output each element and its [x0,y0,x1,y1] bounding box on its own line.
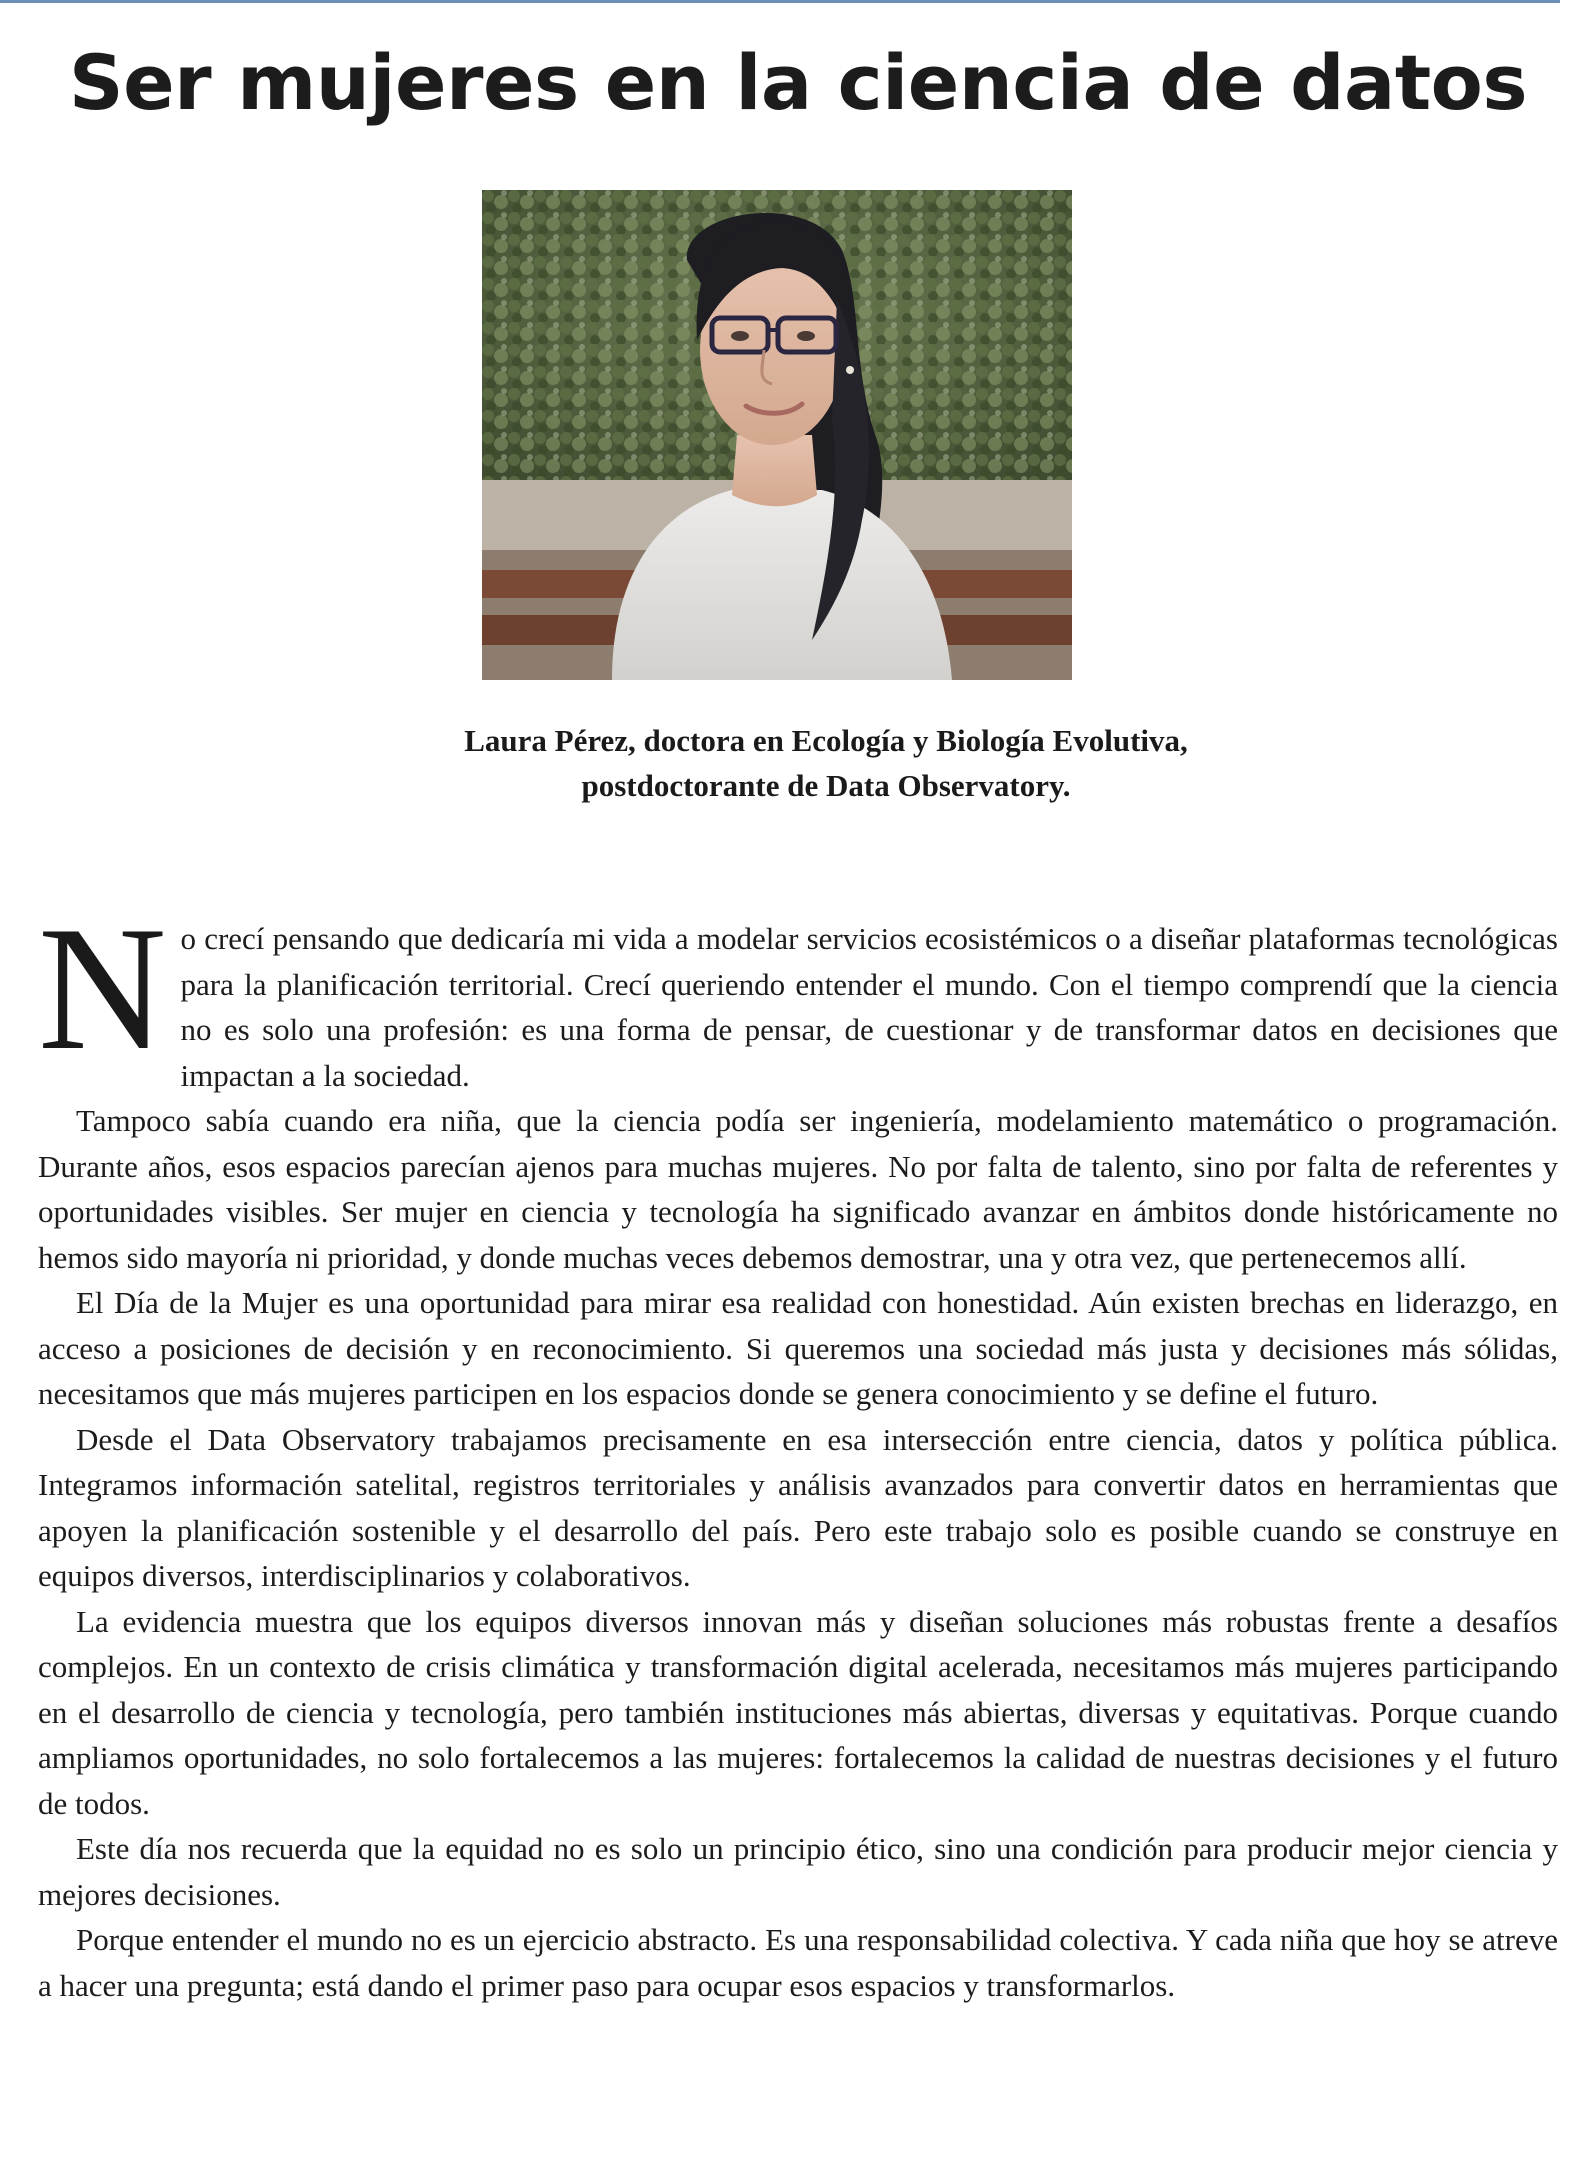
photo-caption [0,718,1596,808]
article-paragraph: La evidencia muestra que los equipos diversos innovan más y diseñan soluciones más robustas frente a desafíos complejos. En un contexto de crisis climática y transformación digital acelerada, necesitamos más mujeres participando en el desarrollo de ciencia y tecnología, pero también instituciones más abiertas, diversas y equitativas. Porque cuando ampliamos oportunidades, no solo fortalecemos a las mujeres: fortalecemos la calidad de nuestras decisiones y el futuro de todos. [38,1603,1558,1821]
portrait-photo [482,190,1072,680]
headline: Ser mujeres en la ciencia de datos [68,38,1528,127]
drop-cap: N [38,889,167,1087]
article-paragraph: El Día de la Mujer es una oportunidad para mirar esa realidad con honestidad. Aún existen brechas en liderazgo, en acceso a posiciones de decisión y en reconocimiento. Si queremos una sociedad más justa y decisiones más sólidas, necesitamos que más mujeres participen en los espacios donde se genera conocimiento y se define el futuro. [38,1285,1558,1411]
caption-line-1: Laura Pérez, doctora en Ecología y Biología Evolutiva, [464,723,1188,758]
top-divider [0,0,1560,3]
article-paragraph: Tampoco sabía cuando era niña, que la ciencia podía ser ingeniería, modelamiento matemático o programación. Durante años, esos espacios parecían ajenos para muchas mujeres. No por falta de talento, sino por falta de referentes y oportunidades visibles. Ser mujer en ciencia y tecnología ha significado avanzar en ámbitos donde históricamente no hemos sido mayoría ni prioridad, y donde muchas veces debemos demostrar, una y otra vez, que pertenecemos allí. [38,1103,1558,1275]
article-paragraph [38,889,1558,1098]
paragraph-text: o crecí pensando que dedicaría mi vida a modelar servicios ecosistémicos o a diseñar plataformas tecnológicas para la planificación territorial. Crecí queriendo entender el mundo. Con el tiempo comprendí que la ciencia no es solo una profesión: es una forma de pensar, de cuestionar y de transformar datos en decisiones que impactan a la sociedad. [180,921,1558,1093]
article-body [38,889,1558,2008]
article-paragraph: Este día nos recuerda que la equidad no es solo un principio ético, sino una condición para producir mejor ciencia y mejores decisiones. [38,1831,1558,1912]
article-paragraph: Porque entender el mundo no es un ejercicio abstracto. Es una responsabilidad colectiva. Y cada niña que hoy se atreve a hacer una pregunta; está dando el primer paso para ocupar esos espacios y transformarlos. [38,1922,1558,2003]
caption-line-2: postdoctorante de Data Observatory. [581,768,1071,803]
portrait-photo-icon [482,190,1072,680]
article-paragraph: Desde el Data Observatory trabajamos precisamente en esa intersección entre ciencia, datos y política pública. Integramos información satelital, registros territoriales y análisis avanzados para convertir datos en herramientas que apoyen la planificación sostenible y el desarrollo del país. Pero este trabajo solo es posible cuando se construye en equipos diversos, interdisciplinarios y colaborativos. [38,1421,1558,1593]
